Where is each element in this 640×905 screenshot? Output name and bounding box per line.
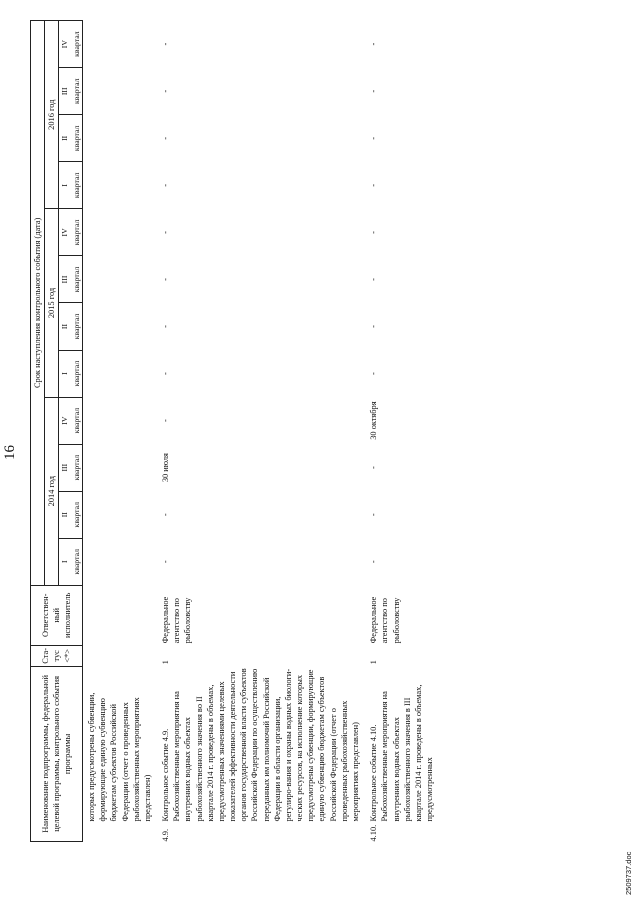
row-cell-dash: - xyxy=(161,278,171,281)
header-quarter-word: квартал xyxy=(71,303,83,350)
control-events-table xyxy=(30,20,436,842)
header-quarter-word: квартал xyxy=(71,68,83,115)
header-year: 2015 год xyxy=(45,209,59,397)
continuation-text: которых предусмотрены субвенции, формирующие единую субвенцию бюджетам субъектов Российской Федерации (отчет о проведенных рыбохозяйственных мероприятиях представлен) xyxy=(87,692,152,822)
row-name: Контрольное событие 4.10. Рыбохозяйственные мероприятия на внутренних водных объектах рыбохозяйственного значения в III квартале 2014 г. проведены в объемах, предусмотренных xyxy=(369,684,435,822)
header-quarter-word: квартал xyxy=(71,538,83,585)
row-number: 4.9. xyxy=(161,828,171,842)
header-name: Наименование подпрограммы, федеральной целевой программы, контрольного события программы xyxy=(31,666,83,841)
page-number: 16 xyxy=(2,445,18,460)
row-cell-date: 30 июля xyxy=(161,453,171,483)
row-cell-dash: - xyxy=(369,183,379,187)
row-cell-dash: - xyxy=(161,231,171,234)
row-cell-dash: - xyxy=(369,42,379,46)
row-cell-dash: - xyxy=(161,372,171,375)
row-cell-dash: - xyxy=(369,325,379,328)
row-cell-dash: - xyxy=(369,513,379,517)
header-responsible: Ответствен-ный исполнитель xyxy=(31,585,83,645)
row-cell-dash: - xyxy=(369,372,379,375)
header-quarter-number: III xyxy=(59,68,71,115)
row-cell-dash: - xyxy=(161,89,171,93)
row-cell-dash: - xyxy=(369,231,379,234)
row-cell-dash: - xyxy=(161,513,171,517)
header-quarter-word: квартал xyxy=(71,350,83,397)
header-quarter-number: IV xyxy=(59,397,71,444)
footer-filename: 2509737.doc xyxy=(624,851,633,895)
header-quarter-number: I xyxy=(59,538,71,585)
header-deadline: Срок наступления контрольного события (дата) xyxy=(31,21,45,586)
header-quarter-number: II xyxy=(59,115,71,162)
header-quarter-word: квартал xyxy=(71,209,83,256)
row-cell-dash: - xyxy=(161,136,171,140)
header-quarter-word: квартал xyxy=(71,444,83,491)
header-quarter-number: IV xyxy=(59,209,71,256)
row-cell-dash: - xyxy=(161,183,171,187)
row-status: 1 xyxy=(369,660,379,665)
header-quarter-word: квартал xyxy=(71,256,83,303)
table-row xyxy=(154,21,362,842)
header-quarter-number: II xyxy=(59,303,71,350)
row-status: 1 xyxy=(161,660,171,665)
row-responsible: Федеральное агентство по рыболовству xyxy=(161,596,193,644)
header-quarter-number: I xyxy=(59,350,71,397)
header-quarter-number: III xyxy=(59,444,71,491)
row-cell-dash: - xyxy=(369,278,379,281)
row-name: Контрольное событие 4.9. Рыбохозяйственные мероприятия на внутренних водных объектах рыбохозяйственного значения во II квартале 2014 г. проведены в объемах, предусмотренных значениями целевых показателей эффективности деятельности органов государственной власти субъектов Российской Федерации по осуществлению переданных им полномочий Российской Федерации в области организации, регулиро-вания и охраны водных биологи-ческих ресурсов, на исполнение которых предусмотрены субвенции, формирующие единую субвенцию бюджетам субъектов Российской Федерации (отчет о проведенных рыбохозяйственных мероприятиях представлен) xyxy=(161,668,360,822)
header-quarter-number: II xyxy=(59,491,71,538)
table-row xyxy=(362,21,436,842)
row-cell-dash: - xyxy=(369,89,379,93)
header-quarter-word: квартал xyxy=(71,115,83,162)
header-quarter-word: квартал xyxy=(71,491,83,538)
header-year: 2014 год xyxy=(45,397,59,585)
header-quarter-number: IV xyxy=(59,21,71,68)
row-cell-dash: - xyxy=(369,466,379,470)
row-cell-dash: - xyxy=(369,136,379,140)
row-responsible: Федеральное агентство по рыболовству xyxy=(369,596,401,644)
row-cell-dash: - xyxy=(161,325,171,328)
header-quarter-number: I xyxy=(59,162,71,209)
row-number: 4.10. xyxy=(369,824,379,842)
row-cell-dash: - xyxy=(161,42,171,46)
row-cell-dash: - xyxy=(369,560,379,564)
header-status: Ста-тус <*> xyxy=(31,645,83,666)
header-quarter-word: квартал xyxy=(71,21,83,68)
header-year: 2016 год xyxy=(45,21,59,209)
header-quarter-number: III xyxy=(59,256,71,303)
header-quarter-word: квартал xyxy=(71,162,83,209)
row-cell-dash: - xyxy=(161,560,171,564)
header-quarter-word: квартал xyxy=(71,397,83,444)
row-cell-date: 30 октября xyxy=(369,401,379,440)
row-cell-dash: - xyxy=(161,419,171,422)
